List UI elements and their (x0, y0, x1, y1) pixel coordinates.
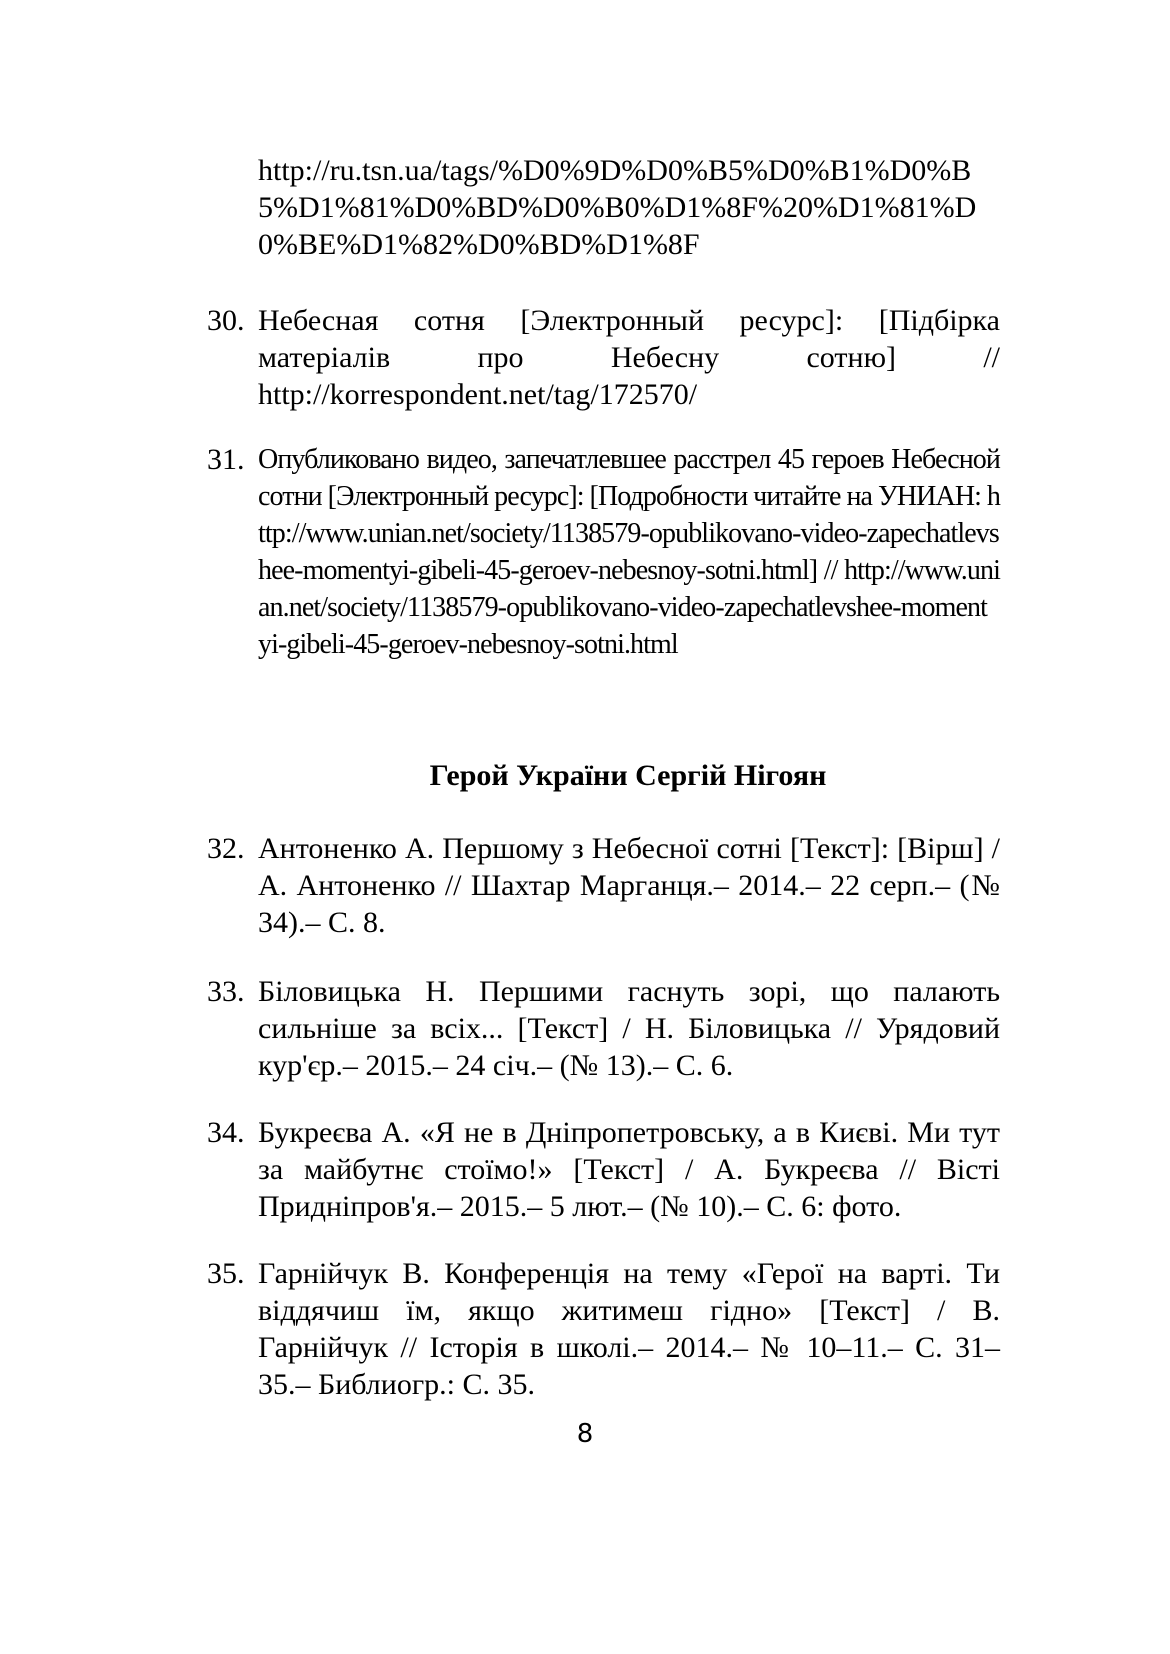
entry-number: 34. (207, 1116, 245, 1149)
bibliography-entry-30 (207, 302, 1000, 413)
bibliography-entry-35 (207, 1255, 1000, 1403)
entry-number: 32. (207, 832, 245, 865)
bibliography-entry-33 (207, 973, 1000, 1084)
bibliography-entry-32 (207, 830, 1000, 941)
entry-29-url-continuation: http://ru.tsn.ua/tags/%D0%9D%D0%B5%D0%B1%D0%B5%D1%81%D0%BD%D0%B0%D1%8F%20%D1%81%D0%BE%D1%82%D0%BD%D1%8F (258, 154, 977, 261)
entry-number: 31. (207, 443, 245, 476)
entry-text: Небесная сотня [Электронный ресурс]: [Підбірка матеріалів про Небесну сотню] // http://korrespondent.net/tag/172570/ (258, 304, 1000, 411)
entry-text: Антоненко А. Першому з Небесної сотні [Текст]: [Вірш] / А. Антоненко // Шахтар Марганця.– 2014.– 22 серп.– (№ 34).– С. 8. (258, 832, 1000, 939)
entry-text: Біловицька Н. Першими гаснуть зорі, що палають сильніше за всіх... [Текст] / Н. Біловицька // Урядовий кур'єр.– 2015.– 24 січ.– (№ 13).– С. 6. (258, 975, 1000, 1082)
bibliography-entry-31 (207, 441, 1000, 663)
page-number: 8 (576, 1419, 594, 1449)
entry-text: Гарнійчук В. Конференція на тему «Герої на варті. Ти віддячиш їм, якщо житимеш гідно» [Текст] / В. Гарнійчук // Історія в школі.– 2014.– № 10–11.– С. 31–35.– Библиогр.: С. 35. (258, 1257, 1000, 1401)
entry-number: 33. (207, 975, 245, 1008)
entry-text: Букреєва А. «Я не в Дніпропетровську, а в Києві. Ми тут за майбутнє стоїмо!» [Текст] / А. Букреєва // Вісті Придніпров'я.– 2015.– 5 лют.– (№ 10).– С. 6: фото. (258, 1116, 1000, 1223)
entry-number: 35. (207, 1257, 245, 1290)
entry-text: Опубликовано видео, запечатлевшее расстрел 45 героев Небесной сотни [Электронный ресурс]: [Подробности читайте на УНИАН: http://www.unian.net/society/1138579-opublikovano-video-zapechatlevshee-momentyi-gibeli-45-geroev-nebesnoy-sotni.html] // http://www.unian.net/society/1138579-opublikovano-video-zapechatlevshee-momentyi-gibeli-45-geroev-nebesnoy-sotni.html (258, 444, 1000, 660)
section-heading: Герой України Сергій Нігоян (429, 759, 827, 792)
entry-number: 30. (207, 304, 245, 337)
bibliography-entry-34 (207, 1114, 1000, 1225)
